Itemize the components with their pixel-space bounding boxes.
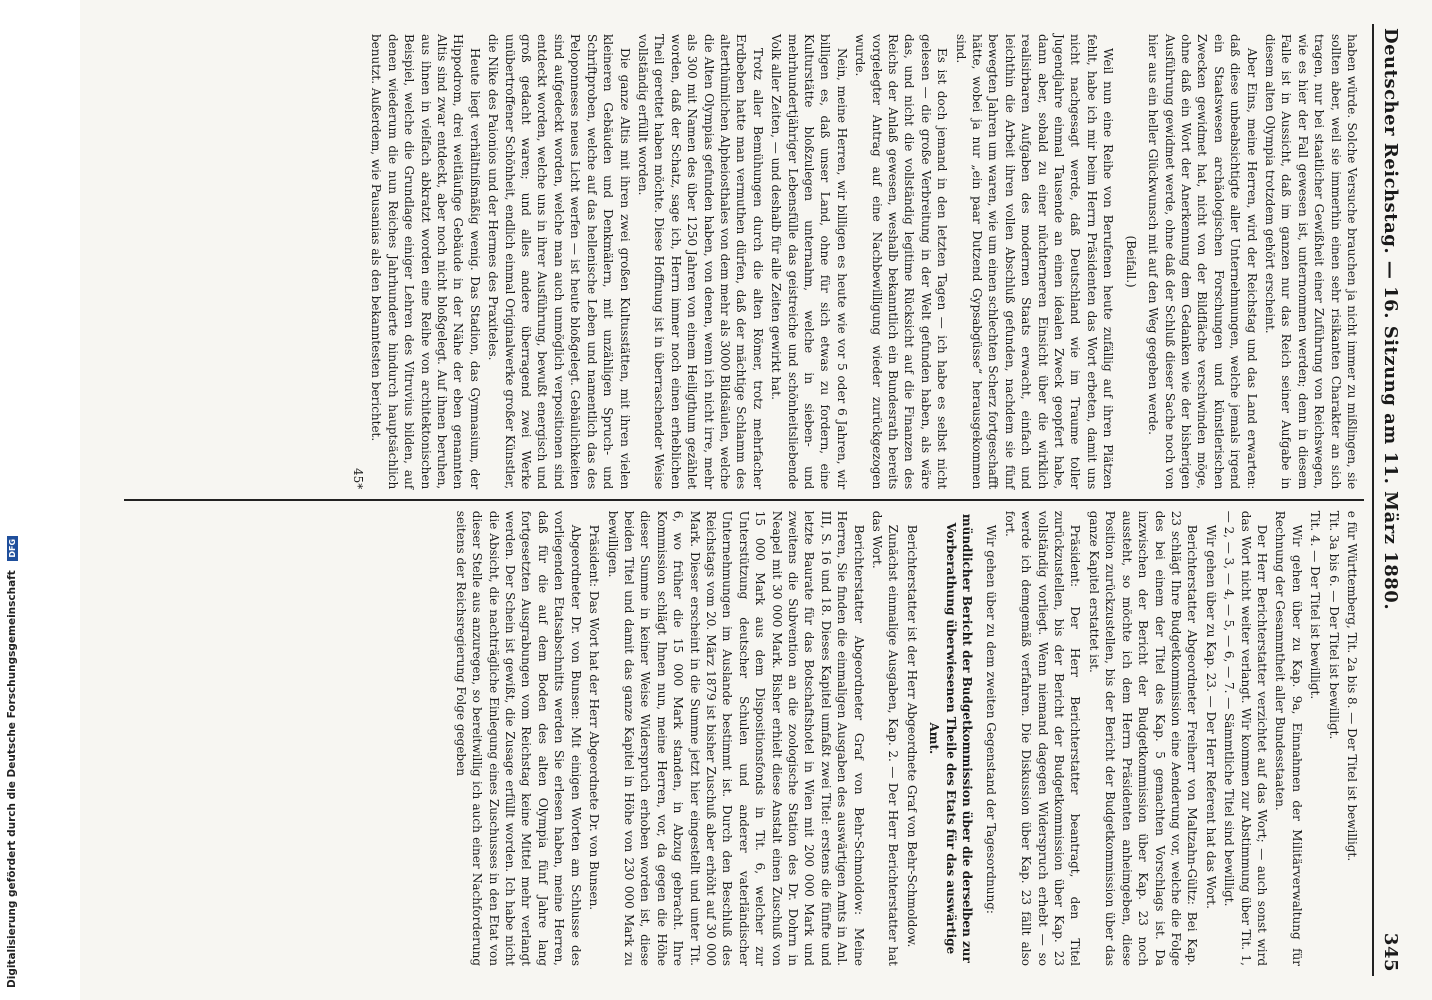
right-column-paragraph: Präsident: Das Wort hat der Herr Abgeordnete Dr. von Bunsen. (587, 524, 602, 911)
scanned-page (80, 0, 1432, 1000)
left-column-paragraph: 45* (351, 467, 366, 490)
credit-strip (0, 0, 80, 1000)
left-column (124, 24, 1364, 499)
left-column-paragraph: haben würde. Solche Versuche brauchen ja nicht immer zu mißlingen, sie sollten aber, weil sie immerhin einen sehr risikanten Charakter an sich tragen, nur bei staatlicher Gewißheit einer Zuführung von Reichswegen, wie es hier der Fall gewesen ist, unternommen werden; denn in diesem Falle ist in Aussicht, daß im ganzen nur das Reich seiner Aufgabe in diesem alten Olympia trotzdem gehört erscheint. (1262, 34, 1359, 490)
page-number: 345 (1380, 932, 1401, 972)
text-columns (124, 24, 1364, 976)
right-column-paragraph: Wir gehen über zu Kap. 23. — Der Herr Referent hat das Wort. (1203, 524, 1218, 909)
credit-label: Digitalisierung gefördert durch die Deutsche Forschungsgemeinschaft (6, 570, 18, 988)
dfg-logo-icon: DFG (7, 536, 18, 561)
right-column-paragraph: mündlicher Bericht der Budgetkommission über die derselben zur Vorberathung überwiesenen Theile des Etats für das auswärtige Amt. (927, 513, 975, 963)
running-head (1372, 24, 1401, 976)
left-column-paragraph: Nein, meine Herren, wir billigen es heute wie vor 5 oder 6 Jahren, wir billigen es, daß unser Land, ohne für sich etwas zu fordern, eine Kulturstätte bloßzulegen unternahm, welche in sieben- und mehrhundertjähriger Lebensfülle das geistreiche und schönheitsliebende Volk aller Zeiten, — und deshalb für alle Zeiten gewirkt hat. (769, 34, 849, 490)
right-column (124, 501, 1364, 976)
left-column-paragraph: Heute liegt verhältnißmäßig wenig. Das Stadion, das Gymnasium, der Hippodrom, drei weitläufige Gebäude in der Nähe der eben genannten Altis sind zwar entdeckt, aber noch nicht bloßgelegt. Auf ihnen beruhen, aus ihnen in vielfach abkratzt worden eine Reihe von architektonischen Beispiel, welche die Grundlage einiger Lehren des Vitruvius bilden, auf denen wiederum die nun Reiches Jahrhunderte hindurch hauptsächlich benutzt. Außerdem, wie Pausanias als den bekanntesten berichtet. (369, 34, 482, 490)
running-head-title: Deutscher Reichstag. — 16. Sitzung am 11. März 1880. (1380, 28, 1401, 611)
left-column-paragraph: (Beifall.) (1123, 235, 1138, 288)
right-column-paragraph: Der Herr Berichterstatter verzichtet auf das Wort; — auch sonst wird das Wort nicht weiter verlangt. Wir kommen zur Abstimmung über Tit. 1, — 2, — 3, — 4, — 5, — 6, — 7. — Sämmtliche Titel sind bewilligt. (1222, 510, 1269, 966)
right-column-paragraph: Wir gehen über zu dem zweiten Gegenstand der Tagesordnung: (984, 524, 999, 914)
right-column-paragraph: Berichterstatter Abgeordneter Graf von Behr-Schmoldow: Meine Herren, Sie finden die einmaligen Ausgaben des auswärtigen Amts in Anl. III, S. 16 und 18. Dieses Kapitel umfaßt zwei Titel: erstens die fünfte und letzte Baurate für das Botschaftshotel in Wien mit 200 000 Mark und zweitens die Subvention an die zoologische Station des Dr. Dohrn in Neapel mit 30 000 Mark. Bisher erhielt diese Anstalt einen Zuschuß von 15 000 Mark aus dem Dispositionsfonds in Tit. 6, welcher zur Unterstützung deutscher Schulen und anderer vaterländischer Unternehmungen im Auslande bestimmt ist. Durch den Beschluß des Reichstags vom 20. März 1879 ist bisher Zuschuß aber erhöht auf 30 000 Mark. Dieser erscheint in die Summe jetzt hier eingestellt und unter Tit. 6, wo früher die 15 000 Mark standen, in Abzug gebracht. Ihre Kommission schlägt Ihnen nun, meine Herren, vor, da gegen die Höhe dieser Summe in keiner Weise Widerspruch erhoben worden ist, diese beiden Titel und damit das ganze Kapitel in Höhe von 230 000 Mark zu bewilligen. (605, 510, 866, 966)
left-column-paragraph: Die ganze Altis mit ihren zwei großen Kultusstätten, mit ihren vielen kleineren Gebäuden und Denkmälern, mit unzähligen Spruch- und Schriftproben, welche auf das hellenische Leben und namentlich das des Peloponneses neues Licht werfen — ist heute bloßgelegt. Gebäulichkeiten sind aufgedeckt worden, welche man auch unmöglich verpositionen sind entdeckt worden, welche uns in ihrer Ausführung, bewußt energisch und groß gedacht waren; und alles andere überragend zwei Werke unübertroffener Schönheit, endlich einmal Originalwerke großer Künstler, die Nike des Paionios und der Hermes des Praxiteles. (486, 34, 632, 490)
right-column-paragraph: Präsident: Der Herr Berichterstatter beantragt, den Titel zurückzustellen, bis der Bericht der Budgetkommission über Kap. 23 vollständig vorliegt. Wenn niemand dagegen Widerspruch erhebt — so werde ich demgemäß verfahren. Die Diskussion über Kap. 23 fällt also fort. (1002, 510, 1083, 966)
right-column-paragraph: Tit. 3a bis 6. — Der Titel ist bewilligt. (1326, 510, 1341, 740)
right-column-paragraph: Berichterstatter ist der Herr Abgeordnete Graf von Behr-Schmoldow. (904, 524, 919, 948)
left-column-paragraph: Aber Eins, meine Herren, wird der Reichstag und das Land erwarten: daß diese unbeabsichtigte aller Unternehmungen, welche jemals irgend ein Staatswesen archäologischen Forschungen und künstlerischen Zwecken gewidmet hat, nicht von der Bildfläche verschwinden möge, ohne daß ein Wort der Anerkennung dem Gedanken wie der bisherigen Ausführung gewidmet werde, ohne daß der Schluß dieser Sache noch von hier aus ein heller Glückwunsch mit auf den Weg gegeben werde. (1146, 34, 1259, 490)
left-column-paragraph: Weil nun eine Reihe von Berufenen heute zufällig auf ihren Plätzen fehlt, habe ich mir beim Herrn Präsidenten das Wort erbeten, damit uns nicht nachgesagt werde, daß Deutschland wie im Traume toller Jugendjahre einmal Tausende an einen idealen Zweck geopfert habe, dann aber, sobald zu einer nüchterneren Einsicht über die wirklich realisirbaren Aufgaben des modernen Staats erwacht, einfach und leichthin die Arbeit ihren vollen Abschluß gefunden, nachdem sie fünf bewegten Jahren um waren, wie um einen schlechten Scherz fortgeschafft hätte, wobei ja nur „ein paar Dutzend Gypsabgüsse“ herausgekommen sind. (953, 34, 1116, 490)
left-column-paragraph: Es ist doch jemand in den letzten Tagen — ich habe es selbst nicht gelesen — die große Verbreitung in der Welt gefunden haben, als wäre das, und nicht die vollständig legitime Rücksicht auf die Finanzen des Reichs der Anlaß gewesen, weshalb bekanntlich ein Bundesrath bereits vorgelegter Antrag auf eine Nachbewilligung wieder zurückgezogen wurde. (853, 34, 950, 490)
right-column-paragraph: Tit. 4. — Der Titel ist bewilligt. (1308, 510, 1323, 700)
right-column-paragraph: Abgeordneter Dr. von Bunsen: Mit einigen Worten am Schlusse des vorliegenden Etatsabschnitts werden Sie erlesen haben, meine Herren, daß für die auf dem Boden des alten Olympia fünf Jahre lang fortgesetzten Ausgrabungen vom Reichstag keine Mittel mehr verlangt werden. Der Schein ist gewißt, die Zusage erfüllt worden. Ich habe nicht die Absicht, die nachträgliche Einlegung eines Zuschusses in den Etat von dieser Stelle aus anzuregen, so bereitwillig ich auch einer Nachforderung seitens der Reichsregierung Folge gegeben (453, 510, 583, 966)
left-column-paragraph: Trotz aller Bemühungen durch die alten Römer, trotz mehrfacher Erdbeben hatte man vermuthen dürfen, daß der mächtige Schlamm des alterthümlichen Alpheiosthales von dem mehr als 3000 Bildsäulen, welche die Alten Olympias gefunden haben, von denen, wenn ich nicht irre, mehr als 300 mit Namen des über 1250 Jahren von einem Heiligthum gezählet worden, daß der Schatz, sage ich, Herrn immer noch einen erheblichen Theil gerettet haben möchte. Diese Hoffnung ist in überraschender Weise vollständig erfüllt worden. (635, 34, 765, 490)
right-column-paragraph: Berichterstatter Abgeordneter Freiherr von Maltzahn-Gültz: Bei Kap. 23 schlägt Ihre Budgetkommission eine Aenderung vor, welche die Folge des bei einem der Titel des Kap. 5 gemachten Vorschlags ist. Da inzwischen der Bericht der Budgetkommission über Kap. 23 noch aussteht, so möchte ich dem Herrn Präsidenten anheimgeben, diese Position zurückzustellen, bis der Bericht der Budgetkommission über das ganze Kapitel erstattet ist. (1086, 510, 1200, 966)
right-column-paragraph: Zunächst einmalige Ausgaben, Kap. 2. — Der Herr Berichterstatter hat das Wort. (870, 510, 901, 966)
right-column-paragraph: e für Württemberg, Tit. 2a bis 8. — Der Titel ist bewilligt. (1345, 510, 1359, 862)
rotated-page-content (101, 10, 1411, 990)
right-column-paragraph: Wir gehen über zu Kap. 9a, Einnahmen der Militärverwaltung für Rechnung der Gesammtheit aller Bundesstaaten. (1273, 510, 1304, 966)
digitization-credit (6, 536, 18, 988)
